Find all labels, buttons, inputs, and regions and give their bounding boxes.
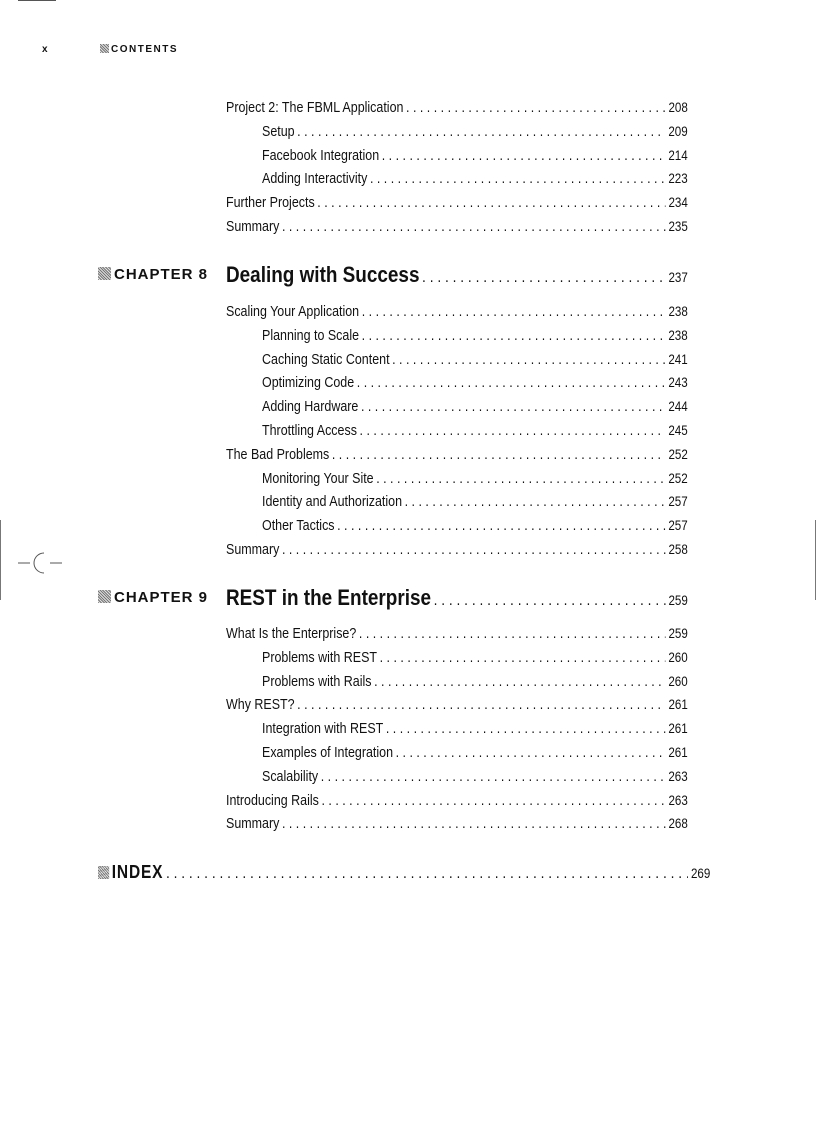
toc-entry-page: 260 (668, 673, 688, 689)
toc-entry-page: 208 (668, 100, 688, 115)
toc-subsection-entry[interactable] (262, 328, 688, 344)
dot-leader (362, 304, 666, 320)
toc-entry-page: 243 (668, 375, 688, 391)
registration-mark-icon (18, 548, 62, 578)
toc-entry-title: Throttling Access (262, 423, 357, 439)
dot-leader (422, 269, 666, 287)
toc-subsection-entry[interactable] (262, 423, 688, 439)
toc-entry-page: 238 (668, 304, 688, 319)
dot-leader (386, 721, 666, 737)
running-head-section (100, 44, 178, 55)
toc-section-entry[interactable] (226, 626, 688, 642)
toc-entry-title: Planning to Scale (262, 327, 360, 344)
toc-entry-page: 268 (668, 816, 688, 832)
chapter-9-label-text: CHAPTER 9 (114, 589, 209, 606)
chapter-9-heading[interactable] (226, 585, 688, 611)
toc-subsection-entry[interactable] (262, 769, 688, 785)
dot-leader (360, 423, 666, 439)
toc-entry-page: 223 (668, 171, 688, 187)
toc-entry-title: Further Projects (226, 195, 315, 212)
dot-leader (297, 697, 666, 713)
toc-subsection-entry[interactable] (262, 518, 688, 534)
running-head-page-number: x (42, 44, 50, 55)
toc-entry-title: Scaling Your Application (226, 304, 360, 320)
toc-subsection-entry[interactable] (262, 721, 688, 737)
toc-entry-title: Caching Static Content (262, 351, 390, 368)
toc-entry-page: 244 (668, 399, 688, 415)
toc-section-entry[interactable] (226, 304, 688, 320)
toc-entry-page: 214 (668, 147, 688, 163)
toc-entry-page: 263 (668, 768, 688, 784)
crop-mark-top (18, 0, 56, 1)
index-label (98, 862, 163, 883)
chapter-8-title: Dealing with Success (226, 262, 420, 287)
toc-section-entry[interactable] (226, 195, 688, 211)
chapter-9-page: 259 (668, 593, 688, 608)
dot-leader (297, 124, 666, 140)
toc-entry-page: 260 (668, 649, 688, 665)
toc-entry-title: What Is the Enterprise? (226, 626, 357, 642)
dot-leader (405, 494, 666, 510)
toc-entry-title: Setup (262, 123, 295, 140)
dot-leader (321, 793, 665, 809)
toc-entry-page: 258 (668, 542, 688, 557)
toc-entry-page: 235 (668, 219, 688, 234)
index-entry[interactable] (98, 862, 710, 883)
dot-leader (166, 865, 688, 883)
dot-leader (382, 148, 666, 164)
chapter-8-label-text: CHAPTER 8 (114, 266, 209, 283)
toc-subsection-entry[interactable] (262, 674, 688, 690)
toc-entry-title: Summary (226, 816, 280, 833)
toc-entry-title: Why REST? (226, 697, 295, 714)
dot-leader (376, 471, 666, 487)
toc-subsection-entry[interactable] (262, 124, 688, 140)
chapter-8-page: 237 (668, 270, 688, 285)
dot-leader (282, 219, 666, 235)
toc-entry-title: Identity and Authorization (262, 494, 403, 511)
toc-section-entry[interactable] (226, 219, 688, 235)
dot-leader (357, 375, 666, 391)
toc-entry-title: Optimizing Code (262, 375, 355, 392)
dot-leader (282, 816, 666, 832)
dot-leader (321, 769, 666, 785)
toc-entry-page: 234 (668, 195, 688, 211)
chapter-9-label (98, 589, 208, 606)
toc-subsection-entry[interactable] (262, 471, 688, 487)
toc-entry-title: Introducing Rails (226, 792, 319, 809)
chapter-8-label (98, 266, 208, 283)
toc-section-entry[interactable] (226, 542, 688, 558)
bullet-square-icon (100, 44, 109, 53)
toc-entry-page: 261 (668, 721, 688, 737)
running-head-section-label: CONTENTS (111, 44, 178, 55)
toc-subsection-entry[interactable] (262, 171, 688, 187)
toc-entry-page: 252 (668, 446, 688, 462)
toc-entry-title: Examples of Integration (262, 745, 394, 761)
toc-section-entry[interactable] (226, 816, 688, 832)
toc-entry-page: 241 (668, 351, 688, 367)
dot-leader (317, 195, 666, 211)
toc-entry-title: Summary (226, 542, 280, 558)
toc-entry-title: Problems with Rails (262, 673, 372, 690)
toc-subsection-entry[interactable] (262, 375, 688, 391)
dot-leader (380, 650, 666, 666)
bullet-square-icon (98, 590, 111, 603)
dot-leader (370, 171, 666, 187)
toc-subsection-entry[interactable] (262, 745, 688, 761)
chapter-9-title: REST in the Enterprise (226, 585, 432, 610)
toc-entry-page: 257 (668, 518, 688, 534)
toc-section-entry[interactable] (226, 100, 688, 116)
toc-entry-page: 252 (668, 470, 688, 486)
toc-subsection-entry[interactable] (262, 148, 688, 164)
bullet-square-icon (98, 267, 111, 280)
toc-entry-title: The Bad Problems (226, 446, 330, 463)
toc-entry-title: Other Tactics (262, 518, 335, 535)
toc-entry-page: 257 (668, 494, 688, 510)
toc-entry-page: 261 (668, 697, 688, 713)
toc-entry-title: Facebook Integration (262, 147, 380, 164)
index-label-text: INDEX (111, 862, 164, 882)
dot-leader (434, 592, 666, 610)
toc-entry-title: Monitoring Your Site (262, 470, 374, 487)
dot-leader (282, 542, 666, 558)
toc-entry-page: 259 (668, 626, 688, 641)
toc-subsection-entry[interactable] (262, 399, 688, 415)
dot-leader (359, 626, 666, 642)
toc-section-entry[interactable] (226, 793, 688, 809)
toc-section-entry[interactable] (226, 447, 688, 463)
dot-leader (362, 328, 666, 344)
toc-subsection-entry[interactable] (262, 650, 688, 666)
dot-leader (332, 447, 666, 463)
chapter-8-heading[interactable] (226, 262, 688, 288)
toc-entry-title: Adding Interactivity (262, 171, 368, 188)
dot-leader (337, 518, 666, 534)
toc-entry-page: 263 (668, 792, 688, 808)
toc-entry-title: Scalability (262, 768, 319, 785)
toc-entry-page: 245 (668, 423, 688, 438)
toc-entry-title: Project 2: The FBML Application (226, 100, 404, 116)
toc-entry-page: 238 (668, 327, 688, 343)
bullet-square-icon (98, 866, 109, 879)
dot-leader (361, 399, 666, 415)
toc-subsection-entry[interactable] (262, 494, 688, 510)
dot-leader (396, 745, 666, 761)
toc-section-entry[interactable] (226, 697, 688, 713)
margin-line-left (0, 520, 1, 600)
toc-entry-title: Integration with REST (262, 721, 384, 738)
toc-entry-title: Summary (226, 219, 280, 235)
toc-subsection-entry[interactable] (262, 352, 688, 368)
dot-leader (374, 674, 666, 690)
toc-entry-page: 209 (668, 123, 688, 139)
toc-entry-page: 261 (668, 745, 688, 760)
toc-entry-title: Problems with REST (262, 649, 378, 666)
toc-entry-title: Adding Hardware (262, 399, 359, 416)
dot-leader (392, 352, 666, 368)
dot-leader (406, 100, 666, 116)
index-page: 269 (690, 866, 711, 881)
